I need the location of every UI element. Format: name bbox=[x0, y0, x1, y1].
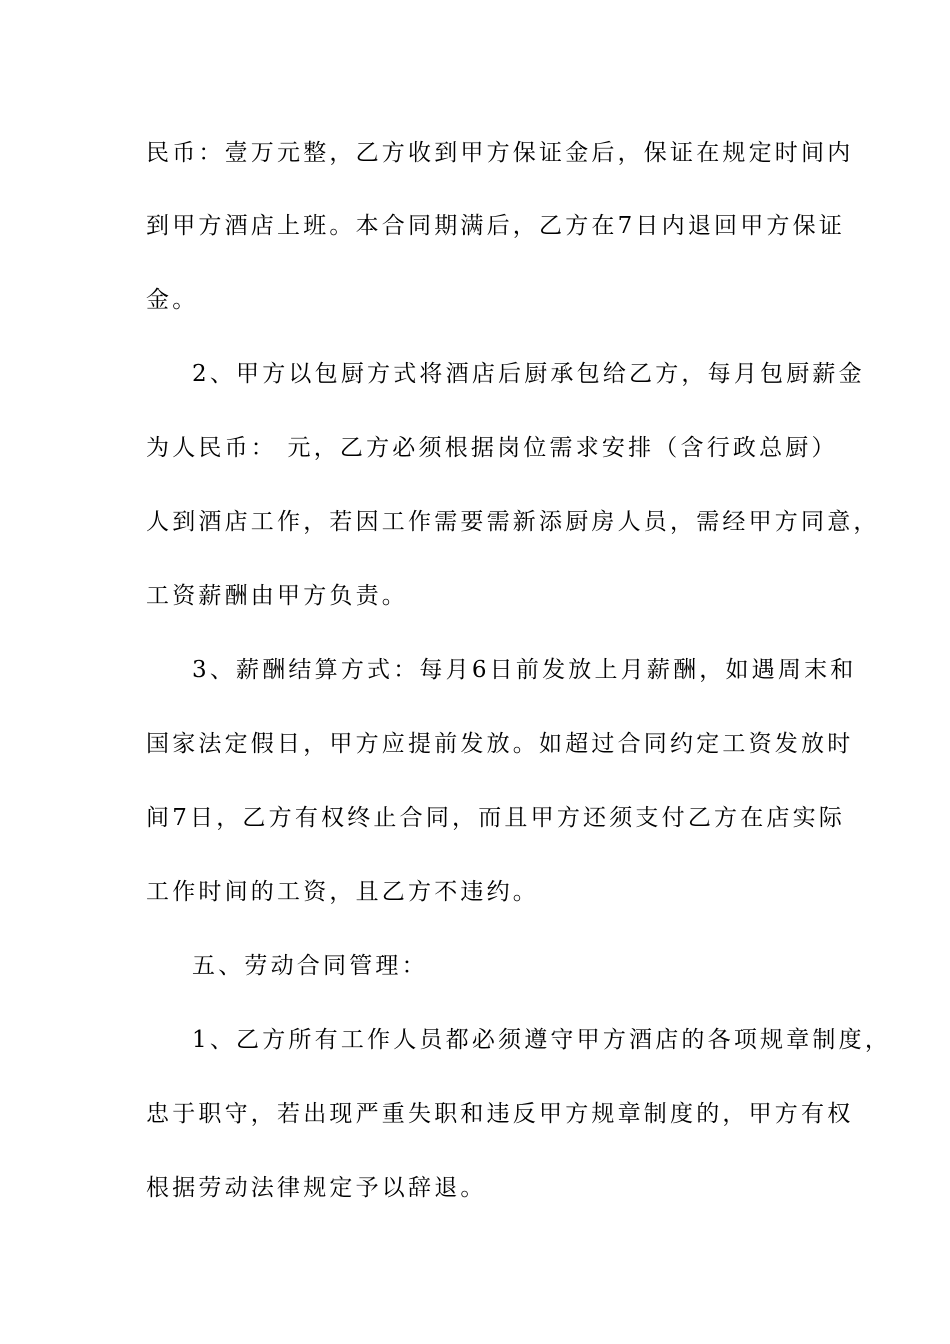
text-line: 为人民币： 元，乙方必须根据岗位需求安排（含行政总厨） bbox=[146, 435, 838, 461]
text-line: 忠于职守，若出现严重失职和违反甲方规章制度的，甲方有权 bbox=[146, 1101, 854, 1127]
section-heading: 五、劳动合同管理： bbox=[192, 953, 428, 979]
text-line: 国家法定假日，甲方应提前发放。如超过合同约定工资发放时 bbox=[146, 731, 854, 757]
paragraph-start-line: 1、乙方所有工作人员都必须遵守甲方酒店的各项规章制度， bbox=[192, 1027, 892, 1053]
text-line: 间7日，乙方有权终止合同，而且甲方还须支付乙方在店实际 bbox=[146, 805, 846, 831]
text-line: 到甲方酒店上班。本合同期满后，乙方在7日内退回甲方保证 bbox=[146, 213, 846, 239]
text-line: 民币：壹万元整，乙方收到甲方保证金后，保证在规定时间内 bbox=[146, 140, 854, 166]
text-line: 工作时间的工资，且乙方不违约。 bbox=[146, 879, 539, 905]
text-line: 人到酒店工作，若因工作需要需新添厨房人员，需经甲方同意， bbox=[146, 509, 880, 535]
text-line: 根据劳动法律规定予以辞退。 bbox=[146, 1175, 487, 1201]
paragraph-start-line: 2、甲方以包厨方式将酒店后厨承包给乙方，每月包厨薪金 bbox=[192, 361, 865, 387]
text-line: 工资薪酬由甲方负责。 bbox=[146, 583, 408, 609]
paragraph-start-line: 3、薪酬结算方式：每月6日前发放上月薪酬，如遇周末和 bbox=[192, 657, 857, 683]
text-line: 金。 bbox=[146, 287, 199, 313]
